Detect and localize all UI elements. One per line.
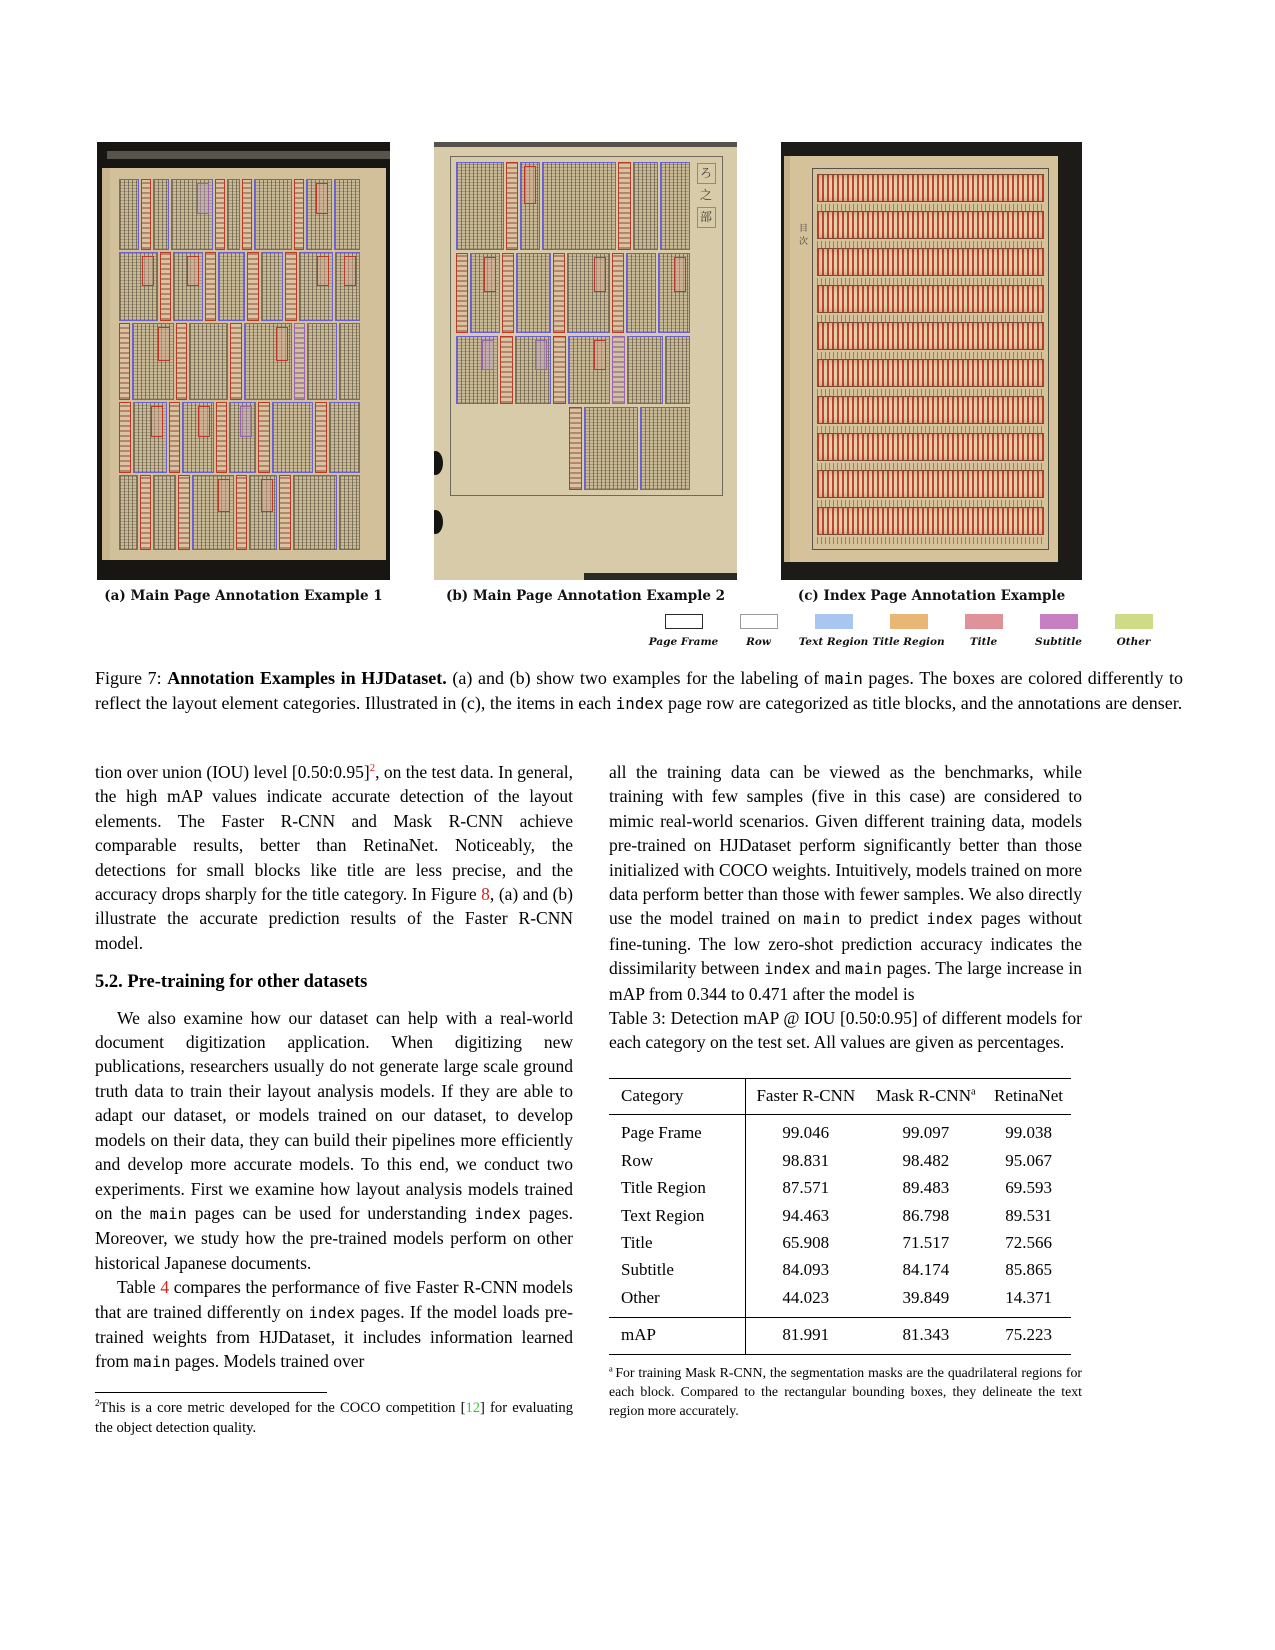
title-region-swatch — [890, 614, 928, 629]
title-annotation — [285, 252, 296, 321]
text-region-annotation — [584, 407, 639, 490]
inner-title-annotation — [151, 406, 163, 437]
text-region-annotation — [119, 179, 139, 250]
row-annotation — [456, 336, 690, 404]
text-region-annotation — [515, 336, 551, 404]
text-region-annotation — [626, 253, 656, 333]
book-binding — [102, 168, 110, 560]
annotation-blocks — [456, 162, 690, 490]
table-cell: Title Region — [609, 1175, 746, 1202]
table-cell: 81.343 — [866, 1318, 987, 1354]
text-region-annotation — [254, 179, 292, 250]
title-annotation — [294, 179, 304, 250]
index-row-annotation — [817, 322, 1044, 359]
title-block-strip — [817, 359, 1044, 387]
index-row-annotation — [817, 396, 1044, 433]
text-region-annotation — [334, 179, 360, 250]
legend-item-label: Title Region — [872, 636, 945, 648]
text-region-annotation — [456, 336, 498, 404]
legend-item — [946, 614, 1021, 648]
legend-item — [646, 614, 721, 648]
text-region-annotation — [192, 475, 234, 550]
text-region-annotation — [249, 475, 277, 550]
table-cell: 65.908 — [782, 1232, 830, 1252]
text-region-annotation — [227, 179, 241, 250]
legend-item-label: Title — [969, 636, 998, 648]
table-cell: 89.531 — [1005, 1205, 1052, 1225]
title-block-strip — [817, 433, 1044, 461]
table-row — [609, 1202, 1071, 1229]
photo-background — [107, 151, 390, 159]
body-paragraph — [95, 760, 573, 955]
title-annotation — [205, 252, 216, 321]
scanned-page — [790, 156, 1058, 562]
title-block-strip — [817, 174, 1044, 202]
table-cell: 95.067 — [1005, 1150, 1052, 1170]
table-body — [609, 1115, 1071, 1318]
legend-item — [796, 614, 871, 648]
subtitle-annotation — [612, 336, 625, 404]
text-region-annotation — [182, 402, 213, 473]
table-cell: 44.023 — [782, 1287, 830, 1307]
text-region-annotation — [261, 252, 284, 321]
inner-title-annotation — [594, 257, 606, 292]
small-text-row — [817, 204, 1044, 211]
inner-title-annotation — [198, 406, 210, 437]
index-row-annotation — [817, 359, 1044, 396]
column-header: Category — [609, 1078, 746, 1114]
text-run: pages. The boxes are colored differently to reflect the layout element categories. Illustrated in (c), the items in each — [95, 668, 1183, 714]
table-cell: 87.571 — [782, 1178, 830, 1198]
text-region-annotation — [339, 475, 360, 550]
text-run: pages. Models trained over — [170, 1351, 365, 1372]
title-block-strip — [817, 285, 1044, 313]
right-column — [609, 760, 1082, 1420]
subcaption-b: (b) Main Page Annotation Example 2 — [445, 588, 726, 604]
text-run: index — [926, 910, 973, 929]
title-block-strip — [817, 322, 1044, 350]
text-region-annotation — [173, 252, 203, 321]
margin-character: ろ — [697, 163, 716, 184]
table-row — [609, 1318, 1071, 1354]
text-run: 2 — [95, 1397, 100, 1408]
text-run: index — [474, 1204, 521, 1223]
text-run: For training Mask R-CNN, the segmentation masks are the quadrilateral regions for each block. Compared to the rectangular bounding boxes, they delineate the text region more accurately. — [609, 1364, 1082, 1418]
title-annotation — [315, 402, 327, 473]
text-region-annotation — [335, 252, 360, 321]
table-cell: Other — [609, 1284, 746, 1317]
title-annotation — [500, 336, 513, 404]
title-block-strip — [817, 396, 1044, 424]
footnote-2 — [95, 1399, 573, 1439]
table-cell: 84.174 — [902, 1260, 950, 1280]
figure-legend — [646, 614, 1171, 648]
text-region-annotation — [218, 252, 245, 321]
text-run: tion over union (IOU) level [0.50:0.95] — [95, 762, 370, 782]
text-region-annotation — [660, 162, 690, 250]
text-run: index — [308, 1303, 356, 1322]
table-3-caption — [609, 1006, 1082, 1055]
table-cell: 72.566 — [1005, 1232, 1052, 1252]
text-region-annotation — [339, 323, 360, 400]
text-run: ] for evaluating the object detection quality. — [95, 1399, 573, 1436]
title-swatch — [965, 614, 1003, 629]
inner-title-annotation — [158, 327, 170, 360]
column-header: Faster R-CNN — [746, 1078, 866, 1114]
inner-title-annotation — [218, 479, 230, 512]
other-swatch — [1115, 614, 1153, 629]
subtitle-annotation — [294, 323, 305, 400]
table-4-link[interactable]: 4 — [160, 1277, 170, 1298]
text-run: main — [845, 960, 883, 979]
table-cell: Page Frame — [609, 1115, 746, 1147]
legend-item-label: Other — [1116, 636, 1151, 648]
photo-edge — [434, 142, 737, 147]
row-annotation — [119, 323, 360, 400]
margin-characters — [694, 161, 718, 230]
legend-item-label: Text Region — [798, 636, 869, 648]
text-region-annotation — [119, 475, 138, 550]
title-annotation — [119, 402, 131, 473]
title-annotation — [456, 253, 468, 333]
inner-title-annotation — [261, 479, 273, 512]
text-run: compares the performance of five Faster R-CNN models that are trained differently on — [95, 1277, 573, 1322]
table-cell: 75.223 — [986, 1318, 1071, 1354]
text-region-annotation — [542, 162, 616, 250]
text-run: , (a) and (b) illustrate the accurate prediction results of the Faster R-CNN model. — [95, 884, 573, 953]
text-region-annotation — [329, 402, 360, 473]
text-region-annotation — [640, 407, 690, 490]
text-region-annotation — [456, 162, 504, 250]
table-cell: 39.849 — [902, 1287, 950, 1307]
title-annotation — [176, 323, 187, 400]
text-region-annotation — [153, 475, 176, 550]
title-annotation — [160, 252, 171, 321]
text-run: Annotation Examples in HJDataset. — [167, 668, 447, 688]
title-annotation — [618, 162, 630, 250]
binder-notch — [434, 510, 443, 534]
text-region-annotation — [229, 402, 255, 473]
text-run: and — [810, 958, 845, 979]
small-text-row — [817, 463, 1044, 470]
table-3 — [609, 1078, 1071, 1355]
table-row — [609, 1115, 1071, 1147]
text-run: all the training data can be viewed as the benchmarks, while training with few samples (five in this case) are considered to mimic real-world scenarios. Given different training data, models pre-trained on HJDataset perform significantly better than those initialized with COCO weights. Intuitively, models trained on more data perform better than those with fewer samples. We also directly use the model trained on — [609, 762, 1082, 929]
inner-title-annotation — [187, 256, 199, 286]
text-run: pages without fine-tuning. The low zero-shot prediction accuracy indicates the dissimilarity between — [609, 908, 1083, 979]
subcaption-c: (c) Index Page Annotation Example — [797, 588, 1066, 604]
title-annotation — [279, 475, 290, 550]
inner-title-annotation — [317, 256, 329, 286]
text-region-swatch — [815, 614, 853, 629]
table-cell: Text Region — [609, 1202, 746, 1229]
text-region-annotation — [516, 253, 551, 333]
row-annotation — [456, 253, 690, 333]
inner-title-annotation — [142, 256, 154, 286]
inner-title-annotation — [594, 340, 606, 370]
title-annotation — [178, 475, 189, 550]
inner-title-annotation — [197, 183, 209, 214]
text-region-annotation — [627, 336, 663, 404]
text-run: a — [609, 1362, 616, 1373]
inner-title-annotation — [484, 257, 496, 292]
small-text-row — [817, 241, 1044, 248]
figure-a-image — [97, 142, 390, 580]
text-region-annotation — [307, 323, 337, 400]
table-row — [609, 1175, 1071, 1202]
margin-character: 部 — [697, 207, 716, 228]
title-annotation — [230, 323, 241, 400]
text-region-annotation — [189, 323, 228, 400]
figure-7-caption — [95, 666, 1183, 717]
text-region-annotation — [567, 253, 610, 333]
table-cell: 86.798 — [902, 1205, 950, 1225]
small-text-row — [817, 426, 1044, 433]
title-annotation — [242, 179, 252, 250]
small-text-row — [817, 537, 1044, 544]
table-cell: 71.517 — [902, 1232, 950, 1252]
text-region-annotation — [568, 336, 610, 404]
index-row-annotation — [817, 470, 1044, 507]
footnote-rule — [95, 1392, 327, 1393]
text-run: main — [803, 910, 841, 929]
text-region-annotation — [470, 253, 500, 333]
legend-item-label: Subtitle — [1035, 636, 1082, 648]
table-header — [609, 1078, 1071, 1114]
table-cell: Title — [609, 1229, 746, 1256]
text-run: pages. The large increase in mAP from 0.344 to 0.471 after the model is — [609, 958, 1082, 1004]
table-cell: Subtitle — [609, 1257, 746, 1284]
legend-item — [721, 614, 796, 648]
margin-characters: 目次 — [798, 223, 808, 246]
table-row — [609, 1229, 1071, 1256]
text-region-annotation — [272, 402, 313, 473]
inner-title-annotation — [674, 257, 686, 292]
title-block-strip — [817, 507, 1044, 535]
index-row-annotation — [817, 211, 1044, 248]
subcaption-a: (a) Main Page Annotation Example 1 — [104, 588, 383, 604]
title-annotation — [258, 402, 270, 473]
inner-title-annotation — [524, 166, 536, 204]
text-run: Table — [117, 1277, 161, 1298]
text-run: main — [133, 1353, 171, 1372]
table-cell: 14.371 — [1005, 1287, 1052, 1307]
figure-8-link[interactable]: 8 — [481, 884, 490, 905]
row-annotation — [119, 475, 360, 550]
title-block-strip — [817, 211, 1044, 239]
title-annotation — [215, 179, 225, 250]
table-footnote-a — [609, 1363, 1082, 1420]
text-run: main — [149, 1204, 187, 1223]
small-text-row — [817, 352, 1044, 359]
legend-item — [1021, 614, 1096, 648]
page-frame-annotation — [450, 156, 723, 496]
table-cell: 99.046 — [782, 1123, 830, 1143]
text-run: index — [764, 960, 811, 979]
text-run: pages can be used for understanding — [186, 1202, 475, 1223]
text-region-annotation — [306, 179, 332, 250]
legend-item-label: Page Frame — [648, 636, 719, 648]
title-annotation — [236, 475, 247, 550]
text-run: index — [615, 694, 664, 714]
footnote-2-link[interactable]: 2 — [369, 762, 376, 775]
title-annotation — [569, 407, 582, 490]
index-row-annotation — [817, 433, 1044, 470]
small-text-row — [817, 278, 1044, 285]
binder-notch — [434, 451, 443, 475]
inner-title-annotation — [482, 340, 494, 370]
body-paragraph — [95, 1275, 573, 1375]
figure-b-image — [434, 142, 737, 580]
table-row — [609, 1257, 1071, 1284]
text-run: pages. If the model loads pre-trained weights from HJDataset, it includes information learned from — [95, 1301, 573, 1372]
row-swatch — [740, 614, 778, 629]
index-row-annotation — [817, 285, 1044, 322]
row-annotation — [119, 402, 360, 473]
text-region-annotation — [153, 179, 169, 250]
annotation-bands — [812, 168, 1049, 550]
table-cell: Row — [609, 1147, 746, 1174]
title-annotation — [141, 179, 151, 250]
subtitle-swatch — [1040, 614, 1078, 629]
row-annotation — [456, 407, 690, 490]
title-annotation — [140, 475, 151, 550]
table-row — [609, 1284, 1071, 1317]
legend-item-label: Row — [746, 636, 771, 648]
small-text-row — [817, 500, 1044, 507]
title-block-strip — [817, 248, 1044, 276]
page-frame-swatch — [665, 614, 703, 629]
table-cell: 98.831 — [782, 1150, 830, 1170]
small-text-row — [817, 315, 1044, 322]
text-region-annotation — [133, 402, 167, 473]
inner-title-annotation — [240, 406, 252, 437]
text-run: , on the test data. In general, the high mAP values indicate accurate detection of the layout elements. The Faster R-CNN and Mask R-CNN achieve comparable results, better than RetinaNet. Noticeably, the detections for small blocks like title are less precise, and the accuracy drops sharply for the title category. In Figure — [95, 762, 573, 905]
title-annotation — [169, 402, 181, 473]
text-run: (a) and (b) show two examples for the labeling of — [446, 668, 825, 688]
text-run: We also examine how our dataset can help with a real-world document digitization application. When digitizing new publications, researchers usually do not generate large scale ground truth data to train their layout analysis models. If they are able to adapt our dataset, or models trained on our dataset, to develop models on their data, they can build their pipelines more efficiently and develop more accurate models. To this end, we conduct two experiments. First we examine how layout analysis models trained on the — [95, 1007, 573, 1223]
table-row — [609, 1147, 1071, 1174]
title-annotation — [553, 253, 565, 333]
citation-12-link[interactable]: 12 — [465, 1399, 481, 1416]
table-cell: 89.483 — [902, 1178, 950, 1198]
title-annotation — [502, 253, 514, 333]
title-annotation — [506, 162, 518, 250]
empty-area — [456, 407, 567, 490]
section-heading: 5.2. Pre-training for other datasets — [95, 972, 368, 993]
figure-c-image — [781, 142, 1082, 580]
row-annotation — [456, 162, 690, 250]
text-run: to predict — [840, 908, 927, 929]
table-cell: 85.865 — [1005, 1260, 1052, 1280]
row-annotation — [119, 252, 360, 321]
small-text-row — [817, 389, 1044, 396]
inner-title-annotation — [276, 327, 288, 360]
text-run: This is a core metric developed for the COCO competition [ — [99, 1399, 466, 1416]
annotation-blocks — [119, 179, 360, 550]
text-region-annotation — [244, 323, 293, 400]
column-header: Mask R-CNN$^a$ — [866, 1078, 987, 1114]
text-region-annotation — [520, 162, 540, 250]
row-annotation — [119, 179, 360, 250]
scanned-page — [110, 168, 386, 560]
text-region-annotation — [293, 475, 337, 550]
legend-item — [871, 614, 946, 648]
text-run: Table 3: Detection mAP @ IOU [0.50:0.95] of different models for each category on the test set. All values are given as percentages. — [609, 1008, 1082, 1053]
table-cell: 69.593 — [1005, 1178, 1052, 1198]
margin-character: 之 — [699, 188, 712, 202]
text-region-annotation — [633, 162, 658, 250]
text-region-annotation — [299, 252, 333, 321]
header-footnote-marker: a — [970, 1086, 976, 1098]
table-cell: mAP — [609, 1318, 746, 1354]
title-annotation — [553, 336, 566, 404]
column-header: RetinaNet — [986, 1078, 1071, 1114]
table-cell: 94.463 — [782, 1205, 830, 1225]
text-run: Figure 7: — [95, 668, 168, 688]
body-paragraph — [609, 760, 1082, 1006]
title-block-strip — [817, 470, 1044, 498]
text-run: page row are categorized as title blocks, and the annotations are denser. — [663, 693, 1183, 714]
inner-title-annotation — [316, 183, 328, 214]
table-cell: 98.482 — [902, 1150, 950, 1170]
table-cell: 81.991 — [746, 1318, 866, 1354]
table-map-row — [609, 1318, 1071, 1354]
text-region-annotation — [665, 336, 690, 404]
index-row-annotation — [817, 248, 1044, 285]
text-region-annotation — [658, 253, 690, 333]
text-region-annotation — [132, 323, 174, 400]
title-annotation — [247, 252, 258, 321]
text-region-annotation — [119, 252, 158, 321]
inner-title-annotation — [344, 256, 356, 286]
text-run: pages. Moreover, we study how the pre-trained models perform on other historical Japanese documents. — [95, 1202, 573, 1273]
table-cell: 99.038 — [1005, 1123, 1052, 1143]
left-column — [95, 760, 573, 1438]
text-region-annotation — [171, 179, 213, 250]
table-cell: 99.097 — [902, 1123, 950, 1143]
legend-item — [1096, 614, 1171, 648]
title-annotation — [216, 402, 228, 473]
text-run: main — [824, 669, 863, 688]
index-row-annotation — [817, 174, 1044, 211]
inner-title-annotation — [535, 340, 547, 370]
photo-edge — [584, 573, 737, 580]
index-row-annotation — [817, 507, 1044, 544]
body-paragraph — [95, 1006, 573, 1275]
title-annotation — [612, 253, 624, 333]
title-annotation — [119, 323, 130, 400]
table-cell: 84.093 — [782, 1260, 830, 1280]
